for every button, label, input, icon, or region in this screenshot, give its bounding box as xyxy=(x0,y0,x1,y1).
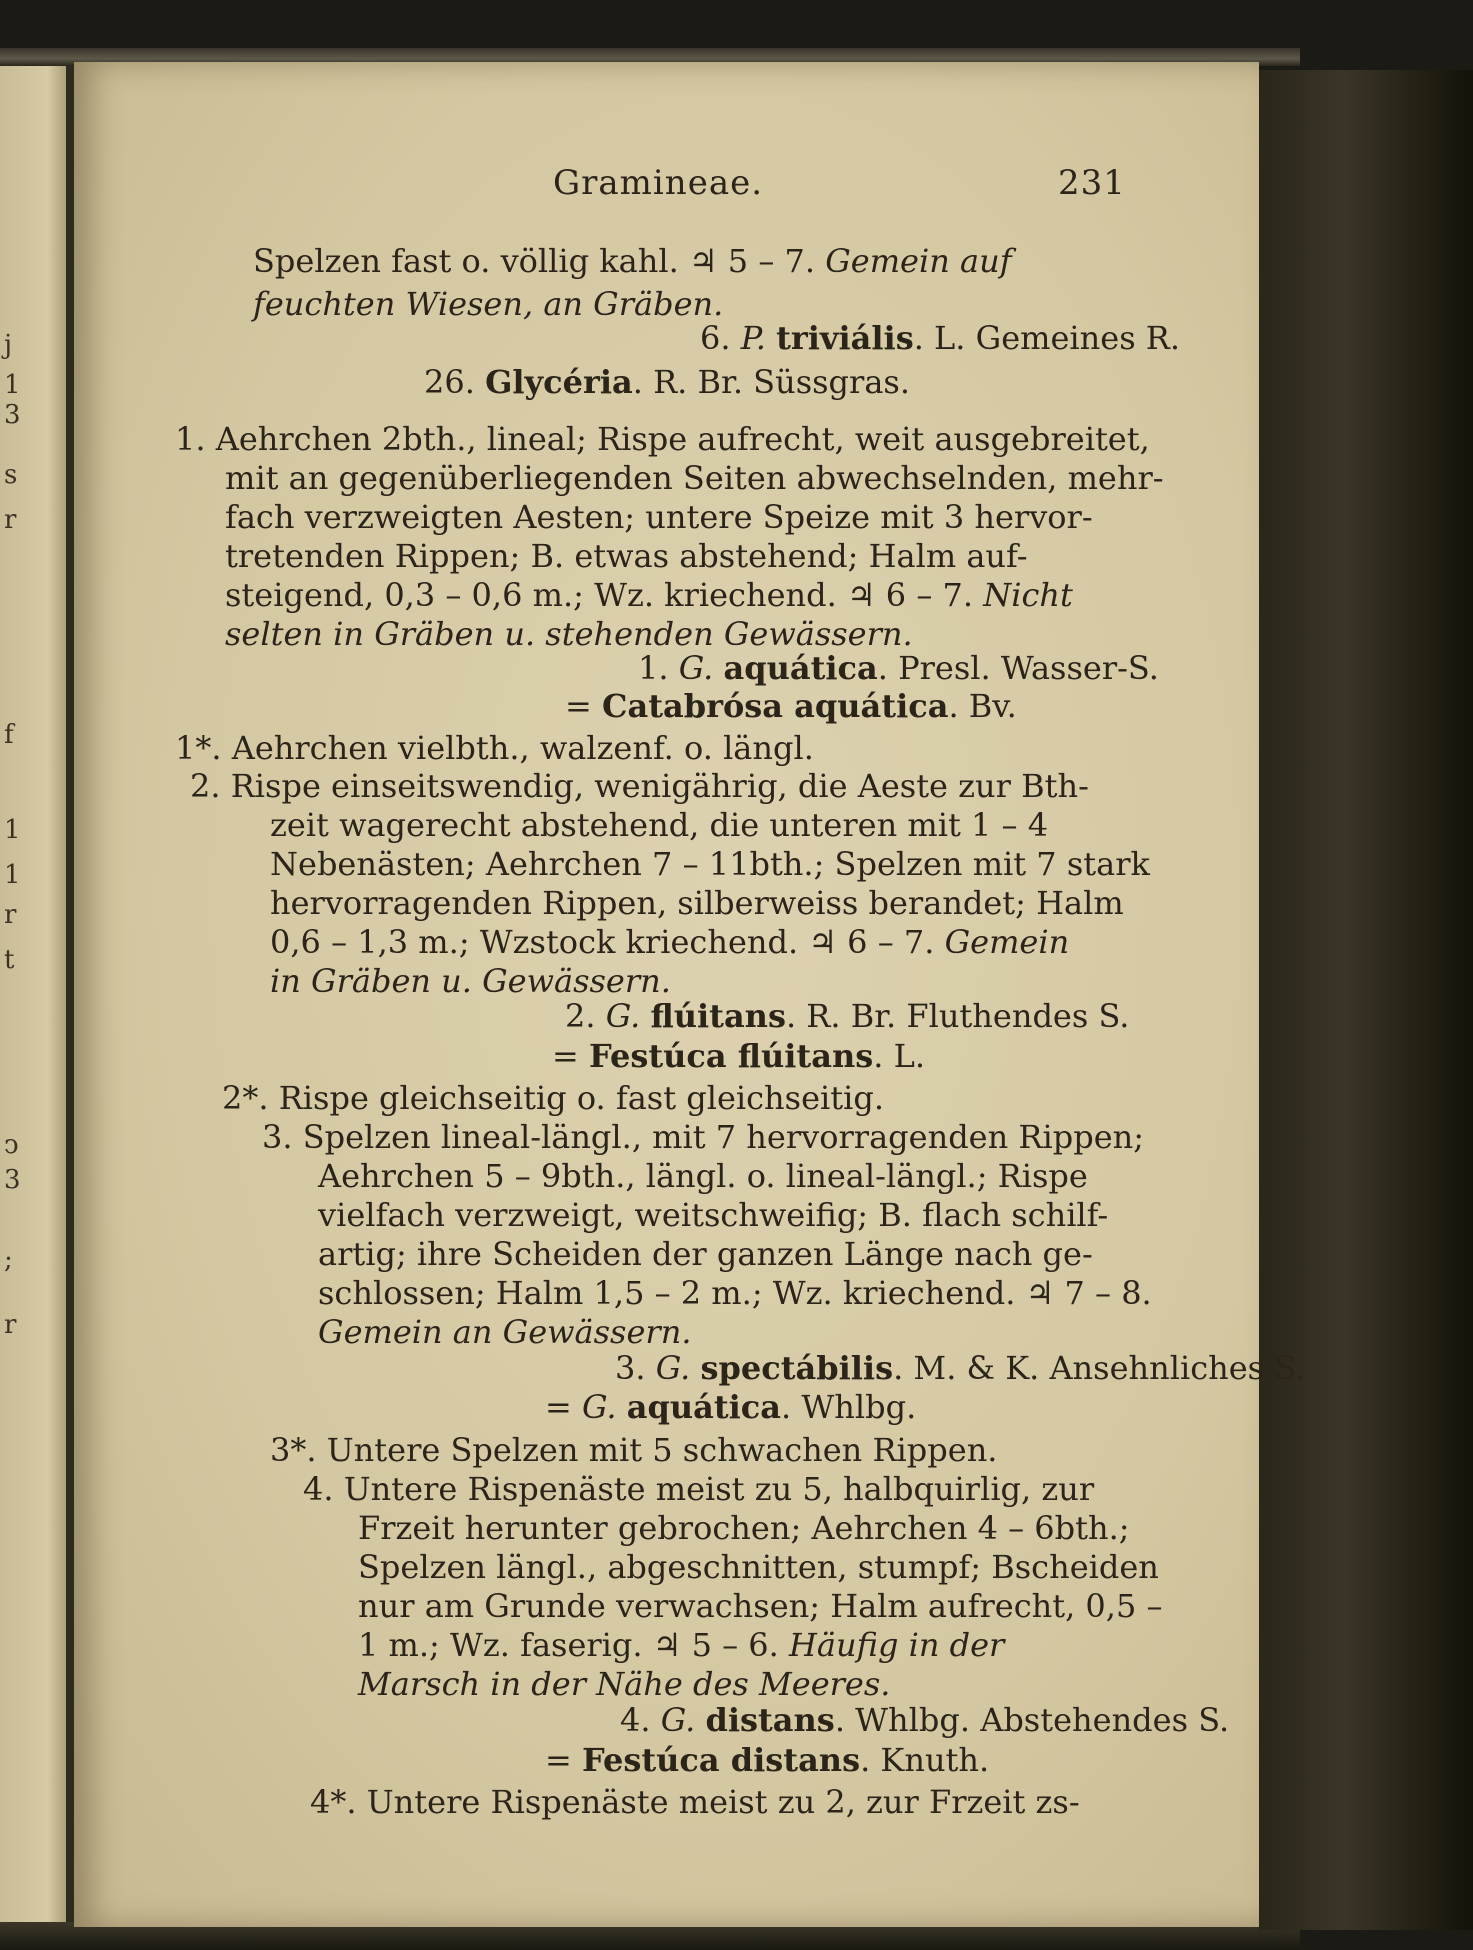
text-segment: 4. xyxy=(620,1701,661,1739)
text-line xyxy=(552,1037,925,1075)
text-segment: 3*. Untere Spelzen mit 5 schwachen Rippen. xyxy=(270,1431,998,1469)
text-line xyxy=(615,1349,1306,1387)
text-segment: artig; ihre Scheiden der ganzen Länge nach ge- xyxy=(318,1235,1093,1273)
text-segment: 1 m.; Wz. faserig. ♃ 5 – 6. xyxy=(358,1626,789,1664)
text-line xyxy=(638,649,1159,687)
text-segment: zeit wagerecht abstehend, die unteren mit 1 – 4 xyxy=(270,806,1049,844)
text-segment: fach verzweigten Aesten; untere Speize mit 3 hervor- xyxy=(225,498,1093,536)
italic-text: Gemein an Gewässern. xyxy=(318,1313,692,1351)
text-segment: 3. xyxy=(615,1349,656,1387)
text-line xyxy=(358,1626,1005,1664)
italic-text: Gemein xyxy=(944,923,1070,961)
text-line xyxy=(310,1783,1080,1821)
text-line xyxy=(270,962,671,1000)
prev-page-fragment: r xyxy=(4,1310,17,1340)
italic-text: G. xyxy=(678,649,714,687)
italic-text: Nicht xyxy=(983,576,1073,614)
text-segment: mit an gegenüberliegenden Seiten abwechselnden, mehr- xyxy=(225,459,1164,497)
text-line xyxy=(620,1701,1230,1739)
text-segment: = xyxy=(545,1741,582,1779)
text-segment: hervorragenden Rippen, silberweiss berandet; Halm xyxy=(270,884,1124,922)
italic-text: in Gräben u. Gewässern. xyxy=(270,962,671,1000)
text-line xyxy=(358,1587,1163,1625)
prev-page-fragment: ; xyxy=(4,1245,13,1275)
text-segment xyxy=(640,997,650,1035)
book-spine xyxy=(1259,70,1473,1930)
text-segment: 3. Spelzen lineal-längl., mit 7 hervorragenden Rippen; xyxy=(262,1118,1145,1156)
taxon-name: distans xyxy=(705,1701,835,1739)
text-segment: 0,6 – 1,3 m.; Wzstock kriechend. ♃ 6 – 7. xyxy=(270,923,945,961)
text-line xyxy=(262,1118,1145,1156)
text-line xyxy=(225,498,1093,536)
italic-text: selten in Gräben u. stehenden Gewässern. xyxy=(225,615,913,653)
page-number: 231 xyxy=(1058,163,1126,203)
italic-text: Marsch in der Nähe des Meeres. xyxy=(358,1665,891,1703)
italic-text: P. xyxy=(740,319,766,357)
text-segment: 1*. Aehrchen vielbth., walzenf. o. längl. xyxy=(175,729,814,767)
text-segment: 2. Rispe einseitswendig, wenigährig, die Aeste zur Bth- xyxy=(190,767,1089,805)
prev-page-fragment: t xyxy=(4,945,15,975)
text-line xyxy=(318,1274,1152,1312)
text-segment: 1. Aehrchen 2bth., lineal; Rispe aufrecht, weit ausgebreitet, xyxy=(175,420,1150,458)
taxon-name: triviális xyxy=(776,319,914,357)
text-segment: 2*. Rispe gleichseitig o. fast gleichseitig. xyxy=(222,1079,884,1117)
text-line xyxy=(565,997,1130,1035)
text-line xyxy=(318,1196,1109,1234)
text-segment: 6. xyxy=(700,319,741,357)
text-segment: . Bv. xyxy=(948,687,1017,725)
text-segment: . Presl. Wasser-S. xyxy=(877,649,1159,687)
italic-text: G. xyxy=(660,1701,696,1739)
text-line xyxy=(545,1388,917,1426)
taxon-name: Festúca distans xyxy=(581,1741,861,1779)
text-line xyxy=(318,1157,1088,1195)
text-segment: . Knuth. xyxy=(860,1741,990,1779)
text-segment xyxy=(690,1349,700,1387)
text-segment: Nebenästen; Aehrchen 7 – 11bth.; Spelzen mit 7 stark xyxy=(270,845,1150,883)
taxon-name: spectábilis xyxy=(700,1349,894,1387)
text-segment: 4*. Untere Rispenäste meist zu 2, zur Frzeit zs- xyxy=(310,1783,1080,1821)
prev-page-fragment: 1 xyxy=(4,370,21,400)
text-line xyxy=(358,1548,1159,1586)
text-line xyxy=(253,242,1012,280)
text-segment: = xyxy=(552,1037,589,1075)
text-segment xyxy=(617,1388,627,1426)
text-segment: 26. xyxy=(424,363,486,401)
text-segment: = xyxy=(565,687,602,725)
text-segment: = xyxy=(545,1388,582,1426)
text-line xyxy=(270,845,1150,883)
taxon-name: aquática xyxy=(723,649,878,687)
text-line xyxy=(270,1431,998,1469)
text-segment xyxy=(713,649,723,687)
taxon-name: Festúca flúitans xyxy=(588,1037,874,1075)
text-segment: Aehrchen 5 – 9bth., längl. o. lineal-längl.; Rispe xyxy=(318,1157,1088,1195)
text-segment: tretenden Rippen; B. etwas abstehend; Halm auf- xyxy=(225,537,1028,575)
text-line xyxy=(545,1741,990,1779)
text-segment: vielfach verzweigt, weitschweifig; B. flach schilf- xyxy=(318,1196,1109,1234)
text-segment: Spelzen fast o. völlig kahl. ♃ 5 – 7. xyxy=(253,242,826,280)
running-header-title: Gramineae. xyxy=(553,163,764,203)
text-line xyxy=(270,806,1049,844)
text-line xyxy=(318,1313,692,1351)
text-line xyxy=(424,363,910,401)
text-segment xyxy=(766,319,776,357)
text-segment: schlossen; Halm 1,5 – 2 m.; Wz. kriechend. ♃ 7 – 8. xyxy=(318,1274,1152,1312)
taxon-name: Glycéria xyxy=(485,363,633,401)
prev-page-fragment: j xyxy=(4,330,13,360)
prev-page-fragment: 3 xyxy=(4,400,21,430)
text-line xyxy=(253,285,724,323)
prev-page-fragment: s xyxy=(4,460,18,490)
text-line xyxy=(175,420,1150,458)
italic-text: G. xyxy=(605,997,641,1035)
text-segment: . M. & K. Ansehnliches S. xyxy=(893,1349,1306,1387)
text-line xyxy=(700,319,1181,357)
text-segment: . Whlbg. Abstehendes S. xyxy=(834,1701,1230,1739)
text-line xyxy=(358,1509,1130,1547)
text-line xyxy=(225,537,1028,575)
text-line xyxy=(565,687,1017,725)
italic-text: Gemein auf xyxy=(825,242,1012,280)
italic-text: feuchten Wiesen, an Gräben. xyxy=(253,285,724,323)
text-segment: Spelzen längl., abgeschnitten, stumpf; Bscheiden xyxy=(358,1548,1159,1586)
text-segment: 1. xyxy=(638,649,679,687)
text-segment: 4. Untere Rispenäste meist zu 5, halbquirlig, zur xyxy=(303,1470,1095,1508)
taxon-name: flúitans xyxy=(650,997,786,1035)
prev-page-fragment: r xyxy=(4,505,17,535)
text-segment: . R. Br. Süssgras. xyxy=(632,363,910,401)
text-segment: 2. xyxy=(565,997,606,1035)
prev-page-fragment: 3 xyxy=(4,1165,21,1195)
taxon-name: Catabrósa aquática xyxy=(601,687,949,725)
text-segment xyxy=(695,1701,705,1739)
text-line xyxy=(358,1665,891,1703)
text-line xyxy=(175,729,814,767)
text-segment: nur am Grunde verwachsen; Halm aufrecht, 0,5 – xyxy=(358,1587,1163,1625)
text-segment: . L. Gemeines R. xyxy=(913,319,1181,357)
prev-page-fragment: r xyxy=(4,900,17,930)
text-segment: Frzeit herunter gebrochen; Aehrchen 4 – 6bth.; xyxy=(358,1509,1130,1547)
text-segment: . Whlbg. xyxy=(781,1388,917,1426)
prev-page-fragment: f xyxy=(4,720,14,750)
text-segment: . L. xyxy=(873,1037,925,1075)
italic-text: G. xyxy=(581,1388,617,1426)
text-line xyxy=(303,1470,1095,1508)
prev-page-fragment: 1 xyxy=(4,860,21,890)
text-segment: . R. Br. Fluthendes S. xyxy=(785,997,1130,1035)
prev-page-fragment: ↄ xyxy=(4,1130,19,1160)
text-line xyxy=(225,615,913,653)
text-line xyxy=(318,1235,1093,1273)
text-line xyxy=(190,767,1089,805)
text-line xyxy=(270,923,1070,961)
text-line xyxy=(225,459,1164,497)
italic-text: Häufig in der xyxy=(789,1626,1005,1664)
text-line xyxy=(225,576,1073,614)
prev-page-fragment: 1 xyxy=(4,815,21,845)
text-line xyxy=(222,1079,884,1117)
text-segment: steigend, 0,3 – 0,6 m.; Wz. kriechend. ♃ 6 – 7. xyxy=(225,576,984,614)
text-line xyxy=(270,884,1124,922)
taxon-name: aquática xyxy=(626,1388,782,1426)
italic-text: G. xyxy=(655,1349,691,1387)
